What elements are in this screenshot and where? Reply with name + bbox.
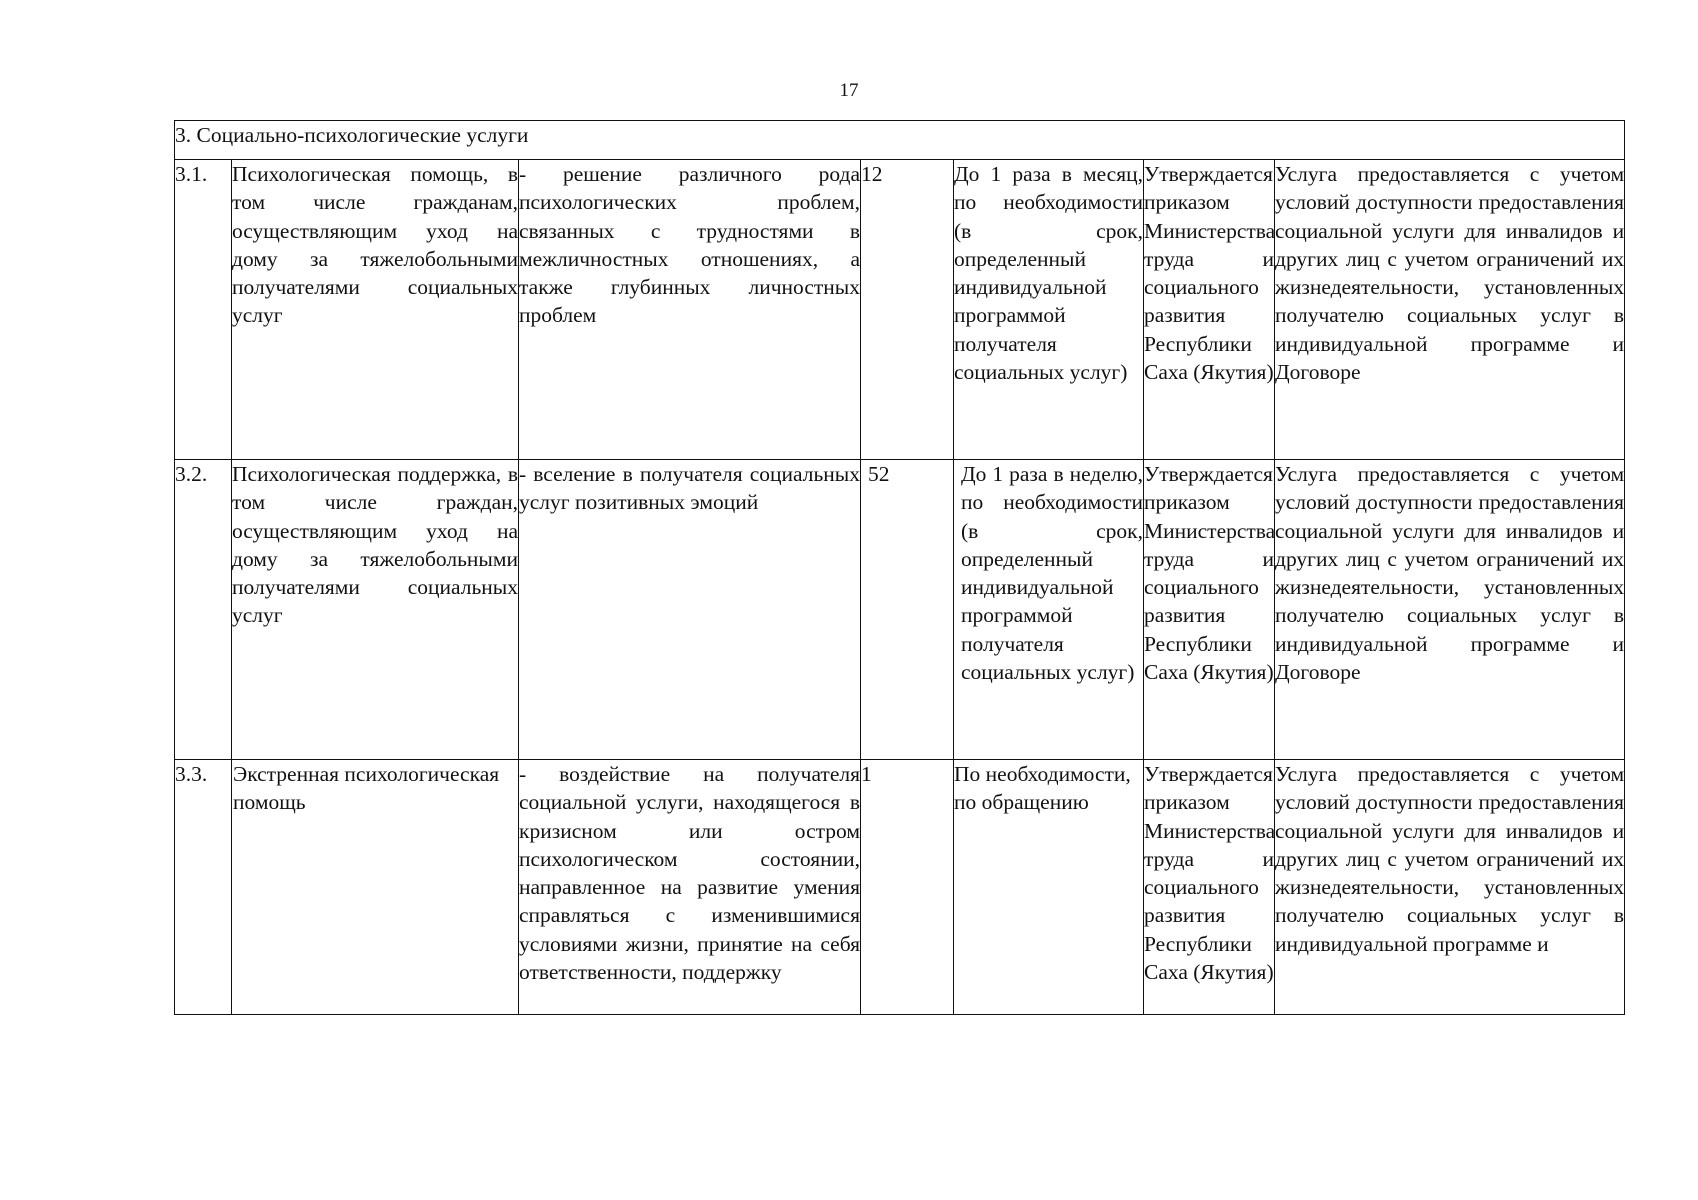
section-header-row <box>175 121 1625 160</box>
service-description: - вселение в получателя социальных услуг позитивных эмоций <box>519 460 861 760</box>
service-quantity: 52 <box>861 460 954 760</box>
service-conditions: Услуга предоставляется с учетом условий доступности предоставления социальной услуги для инвалидов и других лиц с учетом ограничений их жизнедеятельности, установленных получателю социальных услуг в индивидуальной программе и Договоре <box>1275 160 1625 460</box>
service-description: - воздействие на получателя социальной услуги, находящегося в кризисном или остром психологическом состоянии, направленное на развитие умения справляться с изменившимися условиями жизни, принятие на себя ответственности, поддержку <box>519 760 861 1015</box>
service-name: Экстренная психологическая помощь <box>232 760 519 1015</box>
services-table <box>174 120 1625 1015</box>
page-number: 17 <box>839 80 859 101</box>
service-order: Утверждается приказом Министерства труда и социального развития Республики Саха (Якутия) <box>1144 460 1275 760</box>
service-conditions: Услуга предоставляется с учетом условий доступности предоставления социальной услуги для инвалидов и других лиц с учетом ограничений их жизнедеятельности, установленных получателю социальных услуг в индивидуальной программе и <box>1275 760 1625 1015</box>
service-order: Утверждается приказом Министерства труда и социального развития Республики Саха (Якутия) <box>1144 160 1275 460</box>
table-row <box>175 760 1625 1015</box>
service-description: - решение различного рода психологических проблем, связанных с трудностями в межличностных отношениях, а также глубинных личностных проблем <box>519 160 861 460</box>
service-name: Психологическая поддержка, в том числе граждан, осуществляющим уход на дому за тяжелобольными получателями социальных услуг <box>232 460 519 760</box>
service-number: 3.3. <box>175 760 232 1015</box>
service-conditions: Услуга предоставляется с учетом условий доступности предоставления социальной услуги для инвалидов и других лиц с учетом ограничений их жизнедеятельности, установленных получателю социальных услуг в индивидуальной программе и Договоре <box>1275 460 1625 760</box>
service-quantity: 12 <box>861 160 954 460</box>
service-quantity: 1 <box>861 760 954 1015</box>
service-frequency: По необходимости, по обращению <box>954 760 1144 1015</box>
service-number: 3.2. <box>175 460 232 760</box>
service-number: 3.1. <box>175 160 232 460</box>
table-row <box>175 460 1625 760</box>
section-title: 3. Социально-психологические услуги <box>175 121 1625 160</box>
service-order: Утверждается приказом Министерства труда и социального развития Республики Саха (Якутия) <box>1144 760 1275 1015</box>
service-frequency: До 1 раза в неделю, по необходимости (в срок, определенный индивидуальной программой получателя социальных услуг) <box>954 460 1144 760</box>
service-frequency: До 1 раза в месяц, по необходимости (в срок, определенный индивидуальной программой получателя социальных услуг) <box>954 160 1144 460</box>
table-row <box>175 160 1625 460</box>
service-name: Психологическая помощь, в том числе гражданам, осуществляющим уход на дому за тяжелобольными получателями социальных услуг <box>232 160 519 460</box>
